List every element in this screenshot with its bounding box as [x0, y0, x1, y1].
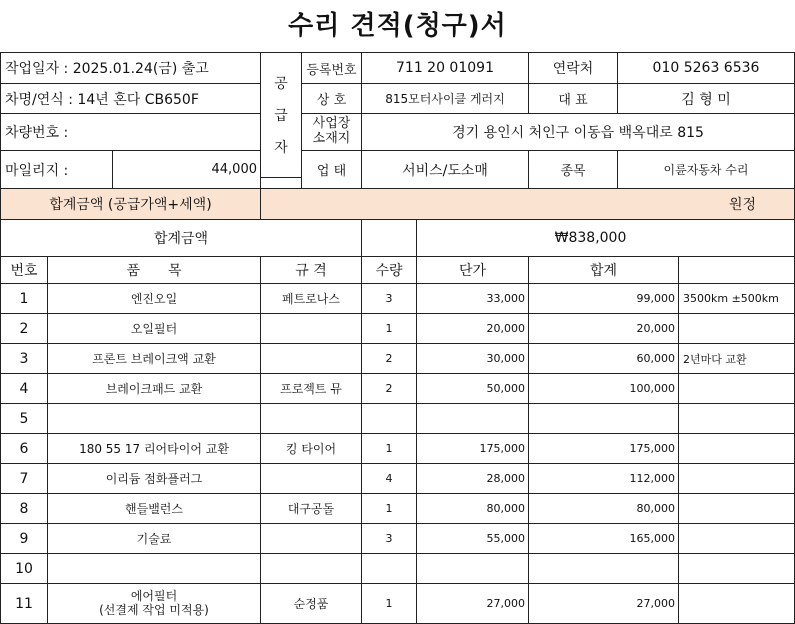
- row-number: 1: [0, 284, 48, 314]
- work-date: 작업일자 : 2025.01.24(금) 출고: [0, 53, 261, 84]
- row-note: [679, 524, 795, 554]
- row-spec: [261, 314, 362, 344]
- col-header-price: 단가: [417, 257, 529, 284]
- row-qty: [362, 554, 417, 584]
- row-note: [679, 494, 795, 524]
- contact-label: 연락처: [529, 53, 618, 84]
- total-amount-label: 합계금액 (공급가액+세액): [0, 189, 261, 220]
- row-qty: [362, 404, 417, 434]
- row-spec: 프로젝트 뮤: [261, 374, 362, 404]
- row-total: 100,000: [529, 374, 679, 404]
- business-item-value: 이륜자동차 수리: [618, 151, 795, 189]
- col-header-qty: 수량: [362, 257, 417, 284]
- row-total: 99,000: [529, 284, 679, 314]
- row-note: [679, 404, 795, 434]
- col-header-spec: 규 격: [261, 257, 362, 284]
- business-name-label: 상 호: [302, 84, 362, 114]
- address-label: [302, 114, 362, 151]
- row-number: 11: [0, 584, 48, 624]
- business-type-value: 서비스/도소매: [362, 151, 529, 189]
- total-amount-unit: 원정: [261, 189, 795, 220]
- row-spec: 킹 타이어: [261, 434, 362, 464]
- contact-value: 010 5263 6536: [618, 53, 795, 84]
- col-header-total: 합계: [529, 257, 679, 284]
- row-number: 5: [0, 404, 48, 434]
- row-total: [529, 404, 679, 434]
- row-number: 3: [0, 344, 48, 374]
- row-item: 엔진오일: [48, 284, 261, 314]
- supplier-side-spacer: [261, 178, 302, 189]
- row-spec: 대구공돌: [261, 494, 362, 524]
- row-spec: [261, 524, 362, 554]
- row-note: [679, 374, 795, 404]
- row-total: 80,000: [529, 494, 679, 524]
- representative-label: 대 표: [529, 84, 618, 114]
- row-qty: 4: [362, 464, 417, 494]
- row-item: 브레이크패드 교환: [48, 374, 261, 404]
- col-header-item: 품 목: [48, 257, 261, 284]
- row-price: 20,000: [417, 314, 529, 344]
- address-label-line: 사업장: [312, 116, 351, 132]
- row-number: 10: [0, 554, 48, 584]
- row-price: 30,000: [417, 344, 529, 374]
- address-label-line: 소재지: [312, 131, 351, 146]
- row-price: [417, 404, 529, 434]
- row-item: 180 55 17 리어타이어 교환: [48, 434, 261, 464]
- row-total: 60,000: [529, 344, 679, 374]
- mileage-label: 마일리지 :: [0, 151, 113, 189]
- row-total: 165,000: [529, 524, 679, 554]
- row-qty: 1: [362, 434, 417, 464]
- row-item: 이리듐 점화플러그: [48, 464, 261, 494]
- row-item: [48, 554, 261, 584]
- row-number: 9: [0, 524, 48, 554]
- reg-label: 등록번호: [302, 53, 362, 84]
- row-price: 27,000: [417, 584, 529, 624]
- sum-spacer: [362, 220, 417, 257]
- row-note: [679, 554, 795, 584]
- row-item: 프론트 브레이크액 교환: [48, 344, 261, 374]
- row-qty: 2: [362, 374, 417, 404]
- row-note: 3500km ±500km: [679, 284, 795, 314]
- row-total: 112,000: [529, 464, 679, 494]
- row-note: [679, 434, 795, 464]
- row-qty: 3: [362, 524, 417, 554]
- row-qty: 1: [362, 314, 417, 344]
- row-item-line: 에어필터: [130, 588, 178, 603]
- supplier-side-char: 공: [274, 76, 288, 92]
- row-spec: [261, 464, 362, 494]
- sum-label: 합계금액: [0, 220, 362, 257]
- reg-value: 711 20 01091: [362, 53, 529, 84]
- row-note: [679, 584, 795, 624]
- row-number: 7: [0, 464, 48, 494]
- business-name-value: 815모터사이클 게러지: [362, 84, 529, 114]
- row-spec: [261, 344, 362, 374]
- supplier-side-label: [261, 53, 302, 178]
- row-number: 2: [0, 314, 48, 344]
- col-header-no: 번호: [0, 257, 48, 284]
- row-total: 175,000: [529, 434, 679, 464]
- row-price: 50,000: [417, 374, 529, 404]
- document-title: 수리 견적(청구)서: [288, 11, 507, 41]
- supplier-side-char: 자: [274, 140, 288, 156]
- row-item-line: (선결제 작업 미적용): [99, 602, 209, 617]
- row-item: 기술료: [48, 524, 261, 554]
- row-price: [417, 554, 529, 584]
- row-total: 27,000: [529, 584, 679, 624]
- row-number: 6: [0, 434, 48, 464]
- row-qty: 1: [362, 584, 417, 624]
- row-item: [48, 584, 261, 624]
- plate-number: 차량번호 :: [0, 114, 261, 151]
- row-spec: 순정품: [261, 584, 362, 624]
- row-qty: 2: [362, 344, 417, 374]
- business-item-label: 종목: [529, 151, 618, 189]
- row-total: 20,000: [529, 314, 679, 344]
- row-item: [48, 404, 261, 434]
- row-note: [679, 464, 795, 494]
- row-price: 175,000: [417, 434, 529, 464]
- row-note: 2년마다 교환: [679, 344, 795, 374]
- representative-value: 김 형 미: [618, 84, 795, 114]
- row-number: 8: [0, 494, 48, 524]
- business-type-label: 업 태: [302, 151, 362, 189]
- supplier-side-char: 급: [274, 108, 288, 124]
- mileage-value: 44,000: [113, 151, 261, 189]
- row-spec: [261, 404, 362, 434]
- row-note: [679, 314, 795, 344]
- row-price: 28,000: [417, 464, 529, 494]
- row-price: 55,000: [417, 524, 529, 554]
- row-total: [529, 554, 679, 584]
- row-item: 핸들밸런스: [48, 494, 261, 524]
- row-price: 80,000: [417, 494, 529, 524]
- row-qty: 1: [362, 494, 417, 524]
- row-price: 33,000: [417, 284, 529, 314]
- row-number: 4: [0, 374, 48, 404]
- address-value: 경기 용인시 처인구 이동읍 백옥대로 815: [362, 114, 795, 151]
- row-item: 오일필터: [48, 314, 261, 344]
- row-spec: [261, 554, 362, 584]
- row-qty: 3: [362, 284, 417, 314]
- col-header-note: [679, 257, 795, 284]
- vehicle-model: 차명/연식 : 14년 혼다 CB650F: [0, 84, 261, 114]
- sum-value: ₩838,000: [417, 220, 795, 257]
- row-spec: 페트로나스: [261, 284, 362, 314]
